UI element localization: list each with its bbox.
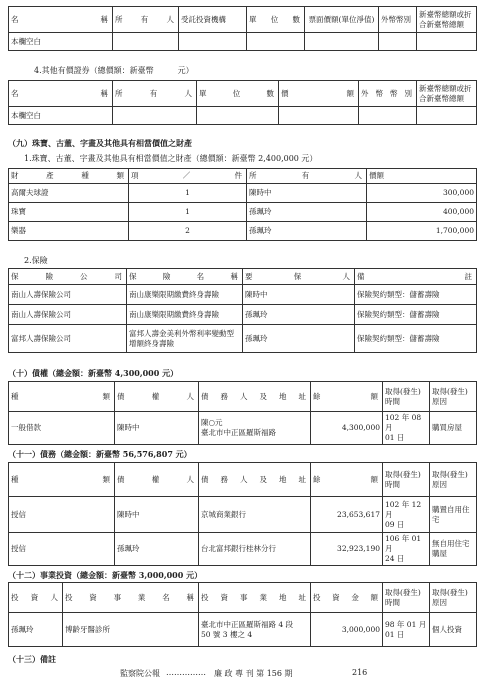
header-debtor: 債務人及地址 (199, 382, 311, 412)
section-10-title: （十）債權（總金額：新臺幣 4,300,000 元） (8, 368, 179, 378)
header-owner: 所有人 (247, 169, 367, 184)
header-company: 保險公司 (9, 269, 127, 285)
header-debtor: 債務人及地址 (199, 463, 311, 497)
section-11-title: （十一）債務（總金額：新臺幣 56,576,807 元） (8, 449, 192, 459)
section-12-title: （十二）事業投資（總金額：新臺幣 3,000,000 元） (8, 570, 203, 580)
table-row: 授信 陳時中 京城商業銀行 23,653,617 102 年 12 月 09 日 購置自用住 宅 (9, 497, 477, 533)
header-note: 備註 (355, 269, 477, 285)
table-row: 授信 孫珮玲 台北富邦銀行桂林分行 32,923,190 106 年 01 月 24 日 無自用住宅 購屋 (9, 533, 477, 566)
header-creditor: 債權人 (115, 382, 199, 412)
table-row: 富邦人壽保險公司 富邦人壽金美利外幣利率變動型增額終身壽險 孫珮玲 保險契約類型：儲蓄壽險 (9, 325, 477, 353)
section-9-2-title: 2.保險 (24, 256, 48, 265)
header-owner: 所有人 (113, 7, 179, 33)
header-currency: 外幣幣別 (359, 81, 417, 107)
table-row: 南山人壽保險公司 南山康樂限期繳費終身壽險 孫珮玲 保險契約類型：儲蓄壽險 (9, 305, 477, 325)
header-reason: 取得(發生)原因 (430, 583, 477, 613)
table-row: 珠寶 1 孫珮玲 400,000 (9, 203, 477, 222)
header-creditor: 債權人 (115, 463, 199, 497)
insurance-table (8, 268, 477, 353)
header-value: 價額 (279, 81, 359, 107)
header-type: 種類 (9, 382, 115, 412)
table-row: 南山人壽保險公司 南山康樂限期繳費終身壽險 陳時中 保險契約類型：儲蓄壽險 (9, 285, 477, 305)
footer-dots: …………… (166, 668, 206, 677)
header-name: 名稱 (9, 81, 113, 107)
header-date: 取得(發生)時間 (383, 382, 430, 412)
header-business-address: 投資事業地址 (199, 583, 311, 613)
footer-issue: 廉 政 專 刊 第 156 期 (214, 669, 293, 678)
section-13-title: （十三）備註 (8, 654, 56, 664)
header-currency: 外幣幣別 (379, 7, 417, 33)
header-business-name: 投資事業名稱 (63, 583, 199, 613)
header-reason: 取得(發生)原因 (430, 382, 477, 412)
header-amount: 投資金額 (311, 583, 383, 613)
header-date: 取得(發生)時間 (383, 463, 430, 497)
other-securities-table (8, 80, 477, 125)
section-9-title: （九）珠寶、古董、字畫及其他具有相當價值之財產 (8, 138, 192, 148)
header-balance: 餘額 (311, 382, 383, 412)
header-total: 新臺幣總額或折合新臺幣總額 (417, 81, 477, 107)
header-face-value: 票面價額(單位淨值) (305, 7, 379, 33)
table-row: 孫珮玲 博齡牙醫診所 臺北市中正區羅斯福路 4 段 50 號 3 樓之 4 3,000,000 98 年 01 月 01 日 個人投資 (9, 613, 477, 647)
header-type: 財產種類 (9, 169, 129, 184)
claims-table (8, 381, 477, 445)
valuables-table (8, 168, 477, 241)
header-holder: 要保人 (243, 269, 355, 285)
header-units: 單位數 (247, 7, 305, 33)
header-trustee: 受託投資機構 (179, 7, 247, 33)
header-type: 種類 (9, 463, 115, 497)
table-row: 樂器 2 孫珮玲 1,700,000 (9, 222, 477, 241)
section-9-1-title: 1.珠寶、古董、字畫及其他具有相當價值之財產（總價額：新臺幣 2,400,000 元） (24, 154, 318, 163)
header-balance: 餘額 (311, 463, 383, 497)
header-value: 價額 (367, 169, 477, 184)
debts-table (8, 462, 477, 566)
header-date: 取得(發生)時間 (383, 583, 430, 613)
footer-page-number: 216 (352, 668, 368, 677)
empty-cell: 本欄空白 (9, 33, 113, 51)
header-insurance-name: 保險名稱 (127, 269, 243, 285)
header-reason: 取得(發生)原因 (430, 463, 477, 497)
header-name: 名稱 (9, 7, 113, 33)
empty-cell: 本欄空白 (9, 107, 113, 125)
footer-publication: 監察院公報 (120, 669, 160, 678)
header-investor: 投資人 (9, 583, 63, 613)
table-row: 一般借款 陳時中 陳○元 臺北市中正區羅斯福路 4,300,000 102 年 08 月 01 日 購買房屋 (9, 412, 477, 445)
header-qty: 項／件 (129, 169, 247, 184)
header-owner: 所有人 (113, 81, 197, 107)
business-investment-table (8, 582, 477, 647)
trust-investment-table (8, 6, 477, 51)
table-row: 高爾夫球證 1 陳時中 300,000 (9, 184, 477, 203)
header-units: 單位數 (197, 81, 279, 107)
header-total: 新臺幣總額或折合新臺幣總額 (417, 7, 477, 33)
section-4-title: 4.其他有價證券（總價額：新臺幣 元） (34, 66, 194, 75)
